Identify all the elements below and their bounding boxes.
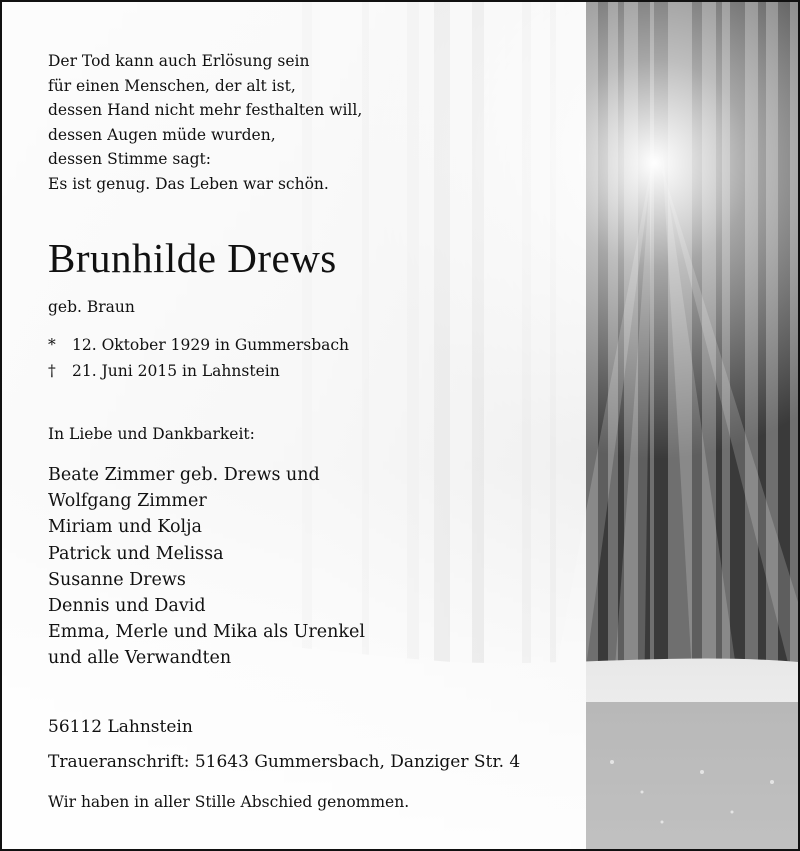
death-cross-icon: † [48, 362, 56, 380]
poem-line: für einen Menschen, der alt ist, [48, 76, 296, 95]
mourner-line: Wolfgang Zimmer [48, 491, 207, 512]
death-date: 21. Juni 2015 in Lahnstein [72, 362, 280, 380]
birth-date: 12. Oktober 1929 in Gummersbach [72, 336, 350, 354]
maiden-name: geb. Braun [48, 298, 135, 316]
mourners-list [48, 462, 365, 672]
mourner-line: Miriam und Kolja [48, 517, 202, 538]
poem [48, 49, 362, 196]
birth-star-icon: * [48, 336, 56, 354]
mourner-line: Beate Zimmer geb. Drews und [48, 465, 320, 485]
mourner-line: Susanne Drews [48, 569, 186, 590]
deceased-name: Brunhilde Drews [48, 235, 337, 281]
mourner-line: und alle Verwandten [48, 648, 232, 669]
mourning-address: Traueranschrift: 51643 Gummersbach, Danziger Str. 4 [48, 752, 521, 772]
death-row [48, 358, 349, 384]
poem-line: Es ist genug. Das Leben war schön. [48, 174, 329, 193]
mourner-line: Patrick und Melissa [48, 543, 224, 564]
poem-line: Der Tod kann auch Erlösung sein [48, 52, 310, 70]
life-dates [48, 332, 349, 384]
birth-row [48, 332, 349, 358]
poem-line: dessen Hand nicht mehr festhalten will, [48, 101, 363, 119]
place: 56112 Lahnstein [48, 717, 193, 737]
mourner-line: Dennis und David [48, 596, 206, 617]
poem-line: dessen Stimme sagt: [48, 150, 211, 168]
mourner-line: Emma, Merle und Mika als Urenkel [48, 622, 365, 643]
mourners-intro: In Liebe und Dankbarkeit: [48, 425, 255, 443]
closing-note: Wir haben in aller Stille Abschied genommen. [48, 793, 410, 811]
poem-line: dessen Augen müde wurden, [48, 125, 276, 144]
